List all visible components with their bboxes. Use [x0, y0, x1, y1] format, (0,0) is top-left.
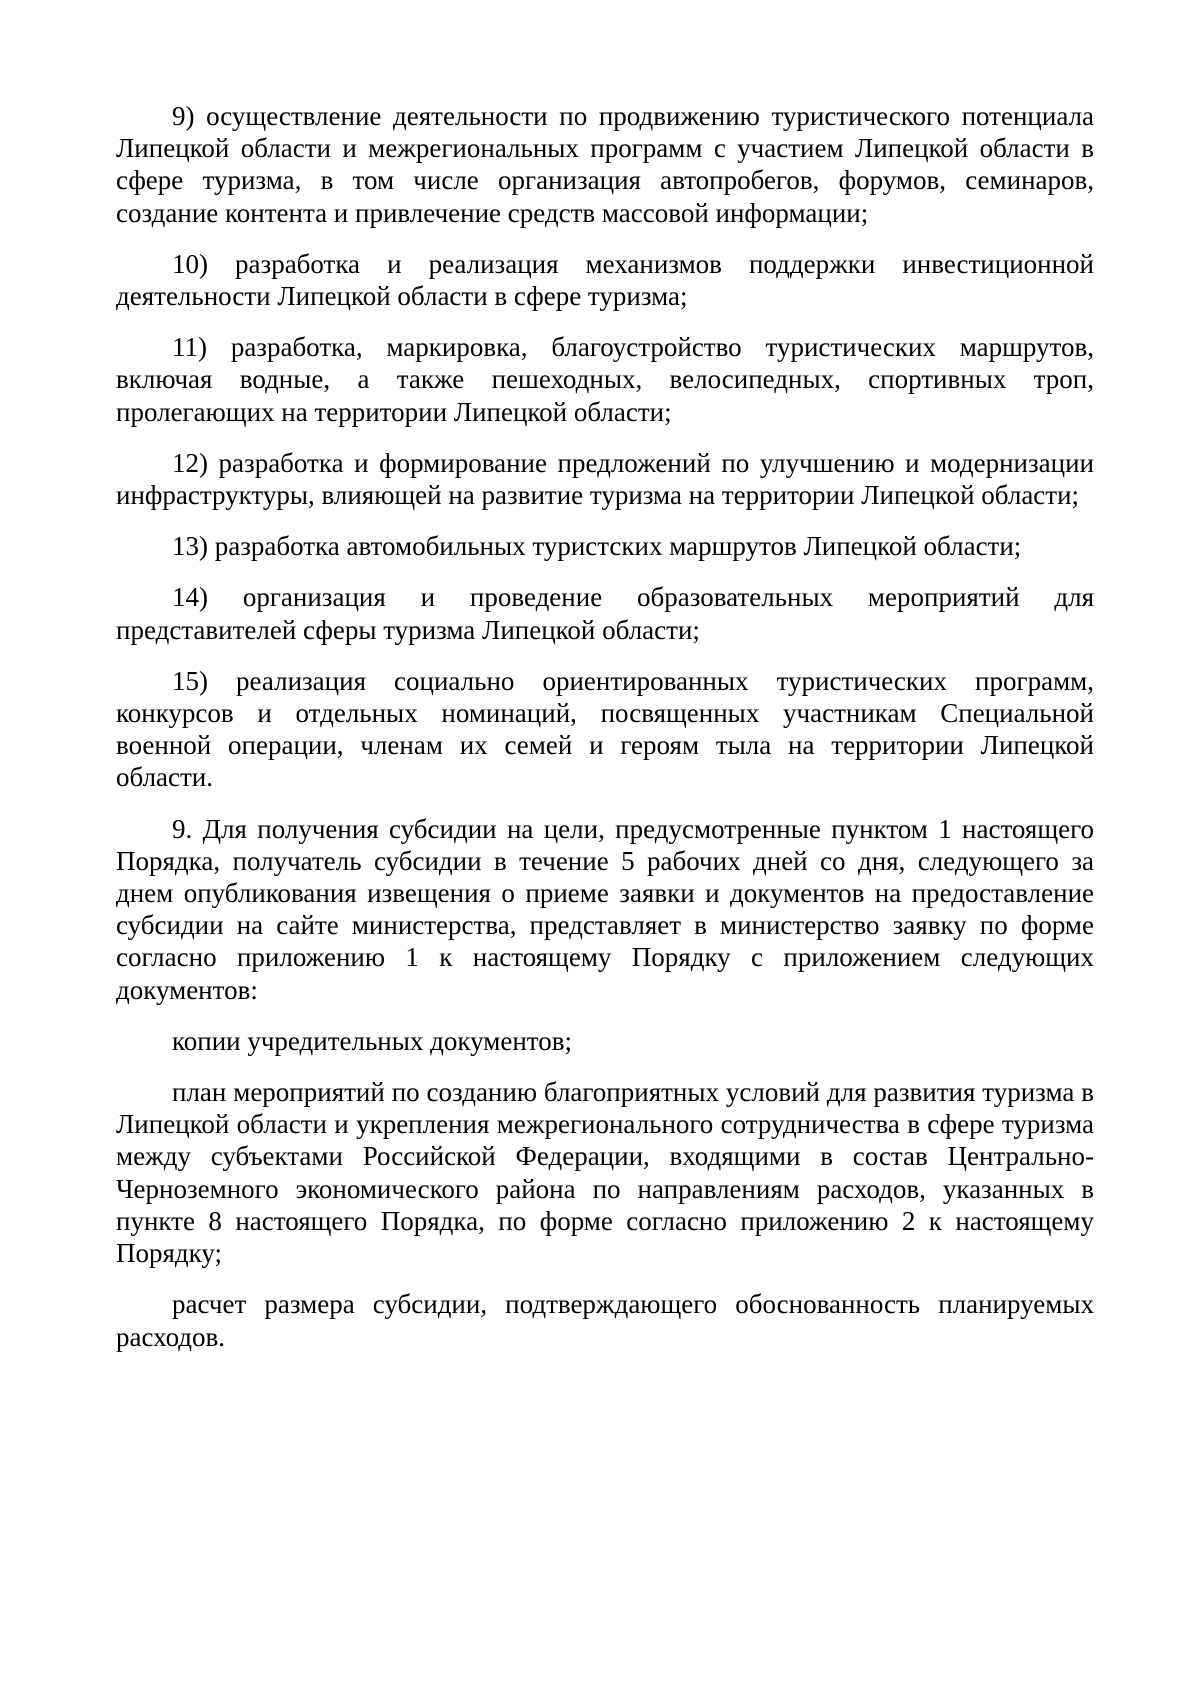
item-11-routes: 11) разработка, маркировка, благоустройство туристических маршрутов, включая водные, а также пешеходных, велосипедных, спортивных троп, пролегающих на территории Липецкой области; [116, 332, 1094, 427]
item-9-promotion: 9) осуществление деятельности по продвижению туристического потенциала Липецкой области и межрегиональных программ с участием Липецкой области в сфере туризма, в том числе организация автопробегов, форумов, семинаров, создание контента и привлечение средств массовой информации; [116, 101, 1094, 228]
doc-list-subsidy-calculation: расчет размера субсидии, подтверждающего обоснованность планируемых расходов. [116, 1289, 1094, 1352]
doc-list-founding-documents: копии учредительных документов; [172, 1025, 572, 1056]
item-12-infrastructure: 12) разработка и формирование предложений по улучшению и модернизации инфраструктуры, влияющей на развитие туризма на территории Липецкой области; [116, 447, 1094, 511]
item-10-investment: 10) разработка и реализация механизмов поддержки инвестиционной деятельности Липецкой области в сфере туризма; [116, 248, 1094, 312]
item-13-auto-routes: 13) разработка автомобильных туристских маршрутов Липецкой области; [172, 531, 1022, 562]
doc-list-action-plan: план мероприятий по созданию благоприятных условий для развития туризма в Липецкой области и укрепления межрегионального сотрудничества в сфере туризма между субъектами Российской Федерации, входящими в состав Центрально-Черноземного экономического района по направлениям расходов, указанных в пункте 8 настоящего Порядка, по форме согласно приложению 2 к настоящему Порядку; [116, 1077, 1094, 1269]
item-15-social-programs: 15) реализация социально ориентированных туристических программ, конкурсов и отдельных номинаций, посвященных участникам Специальной военной операции, членам их семей и героям тыла на территории Липецкой области. [116, 665, 1094, 793]
document-body [116, 100, 1094, 1353]
item-14-education: 14) организация и проведение образовательных мероприятий для представителей сферы туризма Липецкой области; [116, 582, 1094, 645]
clause-9-application: 9. Для получения субсидии на цели, предусмотренные пунктом 1 настоящего Порядка, получатель субсидии в течение 5 рабочих дней со дня, следующего за днем опубликования извещения о приеме заявки и документов на предоставление субсидии на сайте министерства, представляет в министерство заявку по форме согласно приложению 1 к настоящему Порядку с приложением следующих документов: [116, 813, 1094, 1005]
